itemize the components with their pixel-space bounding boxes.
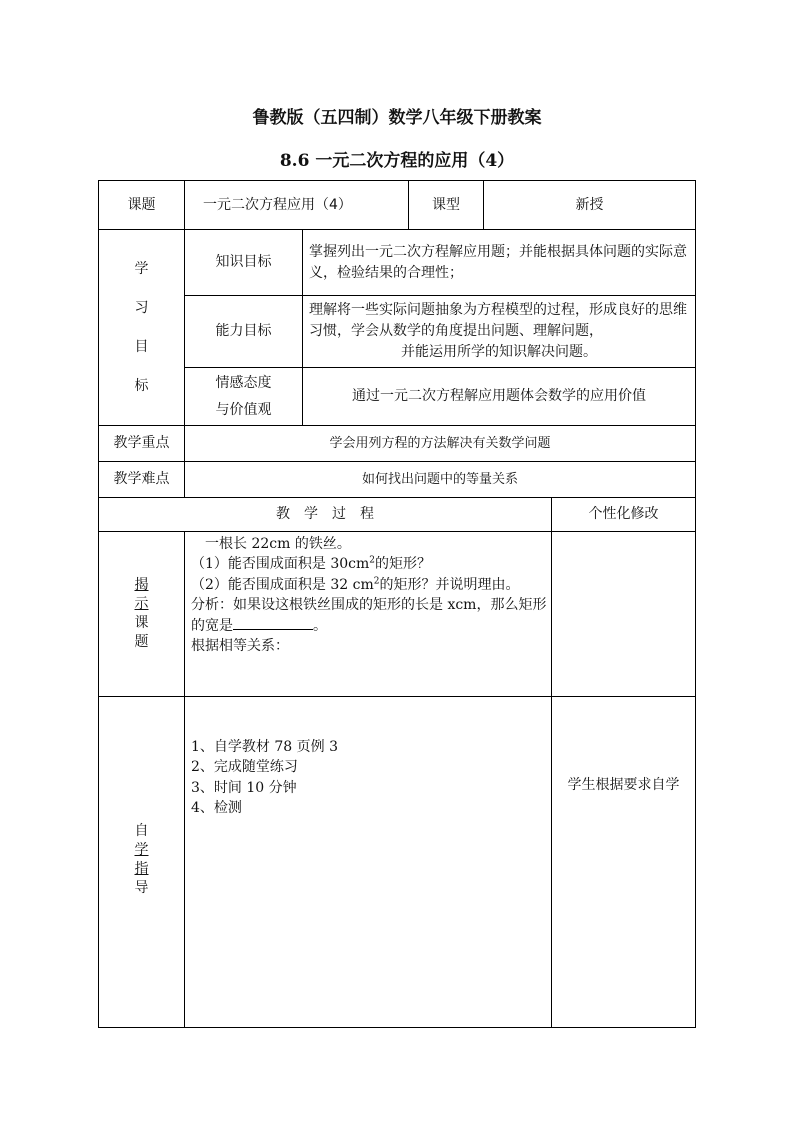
type-value: 新授: [484, 181, 696, 230]
self-study-note: 学生根据要求自学: [552, 697, 696, 1028]
goals-char-3: 目: [134, 338, 149, 355]
process-header: 教 学 过 程: [99, 498, 552, 532]
reveal-char-4: 题: [134, 633, 149, 650]
goals-label: [99, 230, 185, 426]
goals-char-4: 标: [134, 377, 149, 394]
attitude-goal-text: 通过一元二次方程解应用题体会数学的应用价值: [303, 368, 696, 426]
attitude-label-line-2: 与价值观: [215, 401, 272, 418]
attitude-goal-label: [185, 368, 303, 426]
reveal-char-1: 揭: [134, 577, 149, 594]
type-label: 课型: [409, 181, 484, 230]
self-study-char-1: 自: [134, 823, 149, 839]
difficulty-text: 如何找出问题中的等量关系: [185, 462, 696, 498]
ability-goal-text: [303, 296, 696, 368]
self-study-content: [185, 697, 552, 1028]
key-point-label: 教学重点: [99, 426, 185, 462]
topic-label: 课题: [99, 181, 185, 230]
self-study-step: 1、自学教材 78 页例 3: [191, 739, 338, 755]
self-study-step: 2、完成随堂练习: [191, 759, 298, 776]
self-study-step: 4、检测: [191, 799, 242, 816]
key-point-text: 学会用列方程的方法解决有关数学问题: [185, 426, 696, 462]
reveal-topic-label: [99, 532, 185, 697]
attitude-label-line-1: 情感态度: [215, 374, 272, 391]
document-title: 鲁教版（五四制）数学八年级下册教案: [252, 108, 542, 128]
problem-statement: 一根长 22cm 的铁丝。: [205, 536, 351, 552]
reveal-topic-content: [185, 532, 552, 697]
self-study-char-3: 指: [134, 860, 149, 877]
personal-edit-header: 个性化修改: [552, 498, 696, 532]
knowledge-goal-label: 知识目标: [185, 230, 303, 296]
self-study-step: 3、时间 10 分钟: [191, 779, 297, 796]
lesson-plan-table: [98, 180, 696, 1028]
relation-text: 根据相等关系：: [191, 638, 289, 655]
width-blank: [233, 615, 313, 630]
self-study-label: [99, 697, 185, 1028]
reveal-char-2: 示: [134, 596, 149, 613]
question-1: （1）能否围成面积是 $30cm^2$的矩形？: [191, 555, 432, 573]
goals-char-1: 学: [134, 260, 149, 277]
ability-goal-line-1: 理解将一些实际问题抽象为方程模型的过程，形成良好的思维习惯，学会从数学的角度提出问题、理解问题，: [309, 302, 687, 339]
self-study-char-4: 导: [134, 879, 149, 896]
lesson-title: 8.6 一元二次方程的应用（4）: [279, 151, 515, 171]
analysis-text: 分析：如果设这根铁丝围成的矩形的长是 xcm，那么矩形的宽是 。: [191, 596, 547, 635]
goals-char-2: 习: [134, 299, 149, 316]
ability-goal-label: 能力目标: [185, 296, 303, 368]
topic-value: 一元二次方程应用（4）: [185, 181, 409, 230]
difficulty-label: 教学难点: [99, 462, 185, 498]
self-study-char-2: 学: [134, 841, 149, 858]
knowledge-goal-text: 掌握列出一元二次方程解应用题；并能根据具体问题的实际意义，检验结果的合理性；: [303, 230, 696, 296]
reveal-personal-cell: [552, 532, 696, 697]
question-2: （2）能否围成面积是 32 $cm^2$的矩形？并说明理由。: [191, 575, 520, 593]
ability-goal-line-2: 并能运用所学的知识解决问题。: [401, 344, 597, 360]
reveal-char-3: 课: [134, 615, 149, 631]
